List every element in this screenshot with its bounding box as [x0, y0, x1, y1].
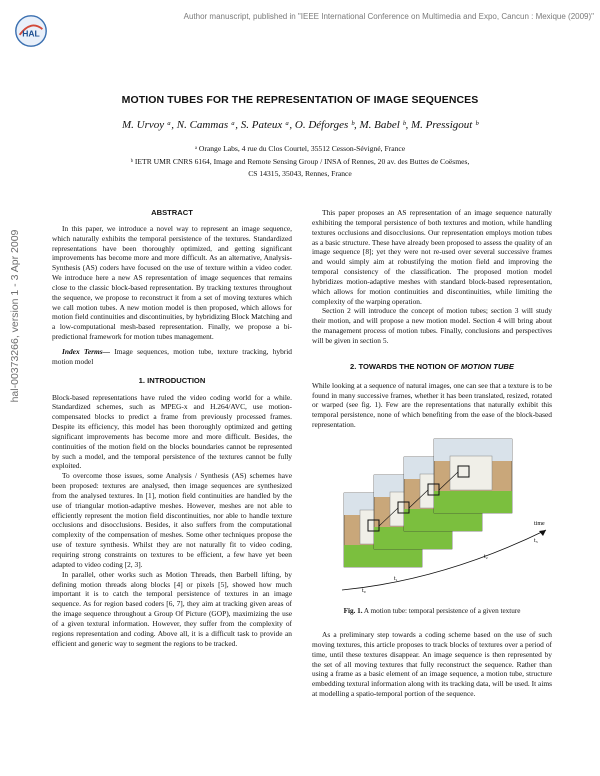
t2-label: t₂: [484, 554, 488, 560]
manuscript-header: Author manuscript, published in "IEEE International Conference on Multimedia and Expo, Cancun : Mexique (2009)": [183, 12, 594, 21]
time-label: time: [534, 521, 545, 527]
intro-heading: 1. INTRODUCTION: [138, 375, 206, 385]
index-terms: [52, 347, 292, 367]
logo-text: HAL: [22, 28, 40, 39]
right-paragraph-1: This paper proposes an AS representation of an image sequence naturally exhibiting the temporal persistence of both textures and motion, while handling textures occlusions and disocclusions. Our representation employs motion tubes as a basic structure. These have already been proposed to assess the quality of an image sequence [8]; yet they were not re-used over several successive frames and would simply aim at robustifying the motion field and improving the temporal consistency of the classification. The proposed motion model hybridizes motion-adaptive meshes with standard block-based representation, which allows for motion continuities and discontinuities, while limiting the complexity of the warping operation.: [312, 208, 552, 306]
t1-label: t₁: [394, 576, 398, 582]
right-column-bottom: [312, 630, 552, 699]
caption-label: Fig. 1.: [343, 607, 363, 615]
left-column: [52, 208, 292, 648]
section2-heading-em: MOTION TUBE: [460, 361, 514, 371]
t3-label: t₃: [534, 538, 538, 544]
t0-label: t₀: [362, 588, 366, 594]
hal-identifier: hal-00373266, version 1 - 3 Apr 2009: [9, 229, 21, 403]
index-terms-text: Image sequences, motion tube, texture tracking, hybrid motion model: [52, 346, 292, 366]
abstract-text: In this paper, we introduce a novel way to represent an image sequence, which naturally exhibits the temporal persistence of the textures. Standardized representations have been thoroughly optimized, and getting significant improvements has become more and more difficult. As an alternative, Analysis-Synthesis (AS) coders have focused on the use of texture within a video coder. We introduce here a new AS representation of image sequences that remains close to the classic block-based representation. By tracking textures throughout the sequence, we propose to reconstruct it from a set of moving textures which we call motion tubes. A new motion model is then proposed, which allows for motion field continuities and discontinuities, by hybridizing Block Matching and a low-computational mesh-based representation. Finally, we propose a bi-predictional framework for motion tubes management.: [52, 223, 292, 342]
paper-title: MOTION TUBES FOR THE REPRESENTATION OF IMAGE SEQUENCES: [121, 94, 479, 106]
right-paragraph-3: While looking at a sequence of natural images, one can see that a texture is to be found in many successive frames, whether it has been translated, resized, rotated or warped (see fig. 1). Few are the representations that naturally exhibit this temporal persistence, none of which benefiting from the ease of the block-based representation.: [312, 380, 552, 430]
abstract-heading: ABSTRACT: [151, 208, 193, 217]
index-terms-label: Index Terms—: [62, 346, 110, 356]
affiliation-b-line2: CS 14315, 35043, Rennes, France: [248, 169, 352, 178]
intro-paragraph-1: Block-based representations have ruled the video coding world for a while. Standardized schemes, such as MPEG-x and H.264/AVC, use motion-compensated blocks to predict a frame from previously processed frames. Despite its efficiency, this model has been thoroughly optimized and getting significant improvements has become more and more difficult. Besides, the continuities of the motion field on the blocks boundaries cannot be represented by such a model, and the temporal persistence of the textures cannot be fully exploited.: [52, 392, 292, 471]
right-column-top: [312, 208, 552, 430]
affiliation-b-line1: ᵇ IETR UMR CNRS 6164, Image and Remote Sensing Group / INSA of Rennes, 20 av. des Buttes de Coësmes,: [130, 157, 470, 166]
affiliation-a: ᵃ Orange Labs, 4 rue du Clos Courtel, 35512 Cesson-Sévigné, France: [194, 144, 406, 153]
section2-heading-pre: 2. TOWARDS THE NOTION OF: [350, 361, 461, 371]
intro-paragraph-3: In parallel, other works such as Motion Threads, then Barbell lifting, by defining motion threads along blocks [4] or pixels [5], showed how much important it is to catch the temporal persistence of textures in an image sequence. As for region based coders [6, 7], they aim at tracking given areas of the image sequence throughout a Group Of Picture (GOP), maximizing the use of a given textural information. However, they suffer from the complexity of regions representation and coding. Above all, it is a difficult task to provide an efficient and generic way to segment the regions to be tracked.: [52, 569, 292, 648]
author-list: M. Urvoy ᵃ, N. Cammas ᵃ, S. Pateux ᵃ, O. Déforges ᵇ, M. Babel ᵇ, M. Pressigout ᵇ: [121, 119, 479, 131]
intro-paragraph-2: To overcome those issues, some Analysis / Synthesis (AS) schemes have been proposed: textures are analysed, then image sequences are synthesized from the analysed textures. In [1], motion field continuities are handled by the use of triangular motion-adaptive meshes. However, meshes are not able to efficiently represent the motion field discontinuities, nor able to handle texture occlusions and disocclusions. Besides, it also suffers from the computational complexity of the compensation of meshes. Some other techniques propose the use of texture synthesis. Whilst they are not naturally fit to video coding, requiring strong constraints on textures to be efficient, a few have yet been adapted to video coding [2, 3].: [52, 471, 292, 569]
right-paragraph-2: Section 2 will introduce the concept of motion tubes; section 3 will study their motion, and will propose a new motion model. Section 4 will bring about the management process of motion tubes. Finally, conclusions and perspectives will be given in section 5.: [312, 306, 552, 345]
section2-heading: [312, 362, 552, 372]
motion-tube-figure: [334, 430, 554, 600]
caption-text: A motion tube: temporal persistence of a given texture: [362, 607, 521, 615]
figure-caption: [312, 607, 552, 615]
frame-t3: [434, 439, 512, 513]
right-paragraph-4: As a preliminary step towards a coding scheme based on the use of such moving textures, this article proposes to track blocks of textures over a period of time, until these textures disappear. An image sequence is then represented by the set of all moving textures that fully reconstruct the sequence. Rather than using a frame as a basic element of an image sequence, a motion tube, structure embedding textural information along with its tracking data, will be used. It aims at modelling a spatio-temporal portion of the sequence.: [312, 630, 552, 699]
hal-logo: [12, 12, 50, 50]
